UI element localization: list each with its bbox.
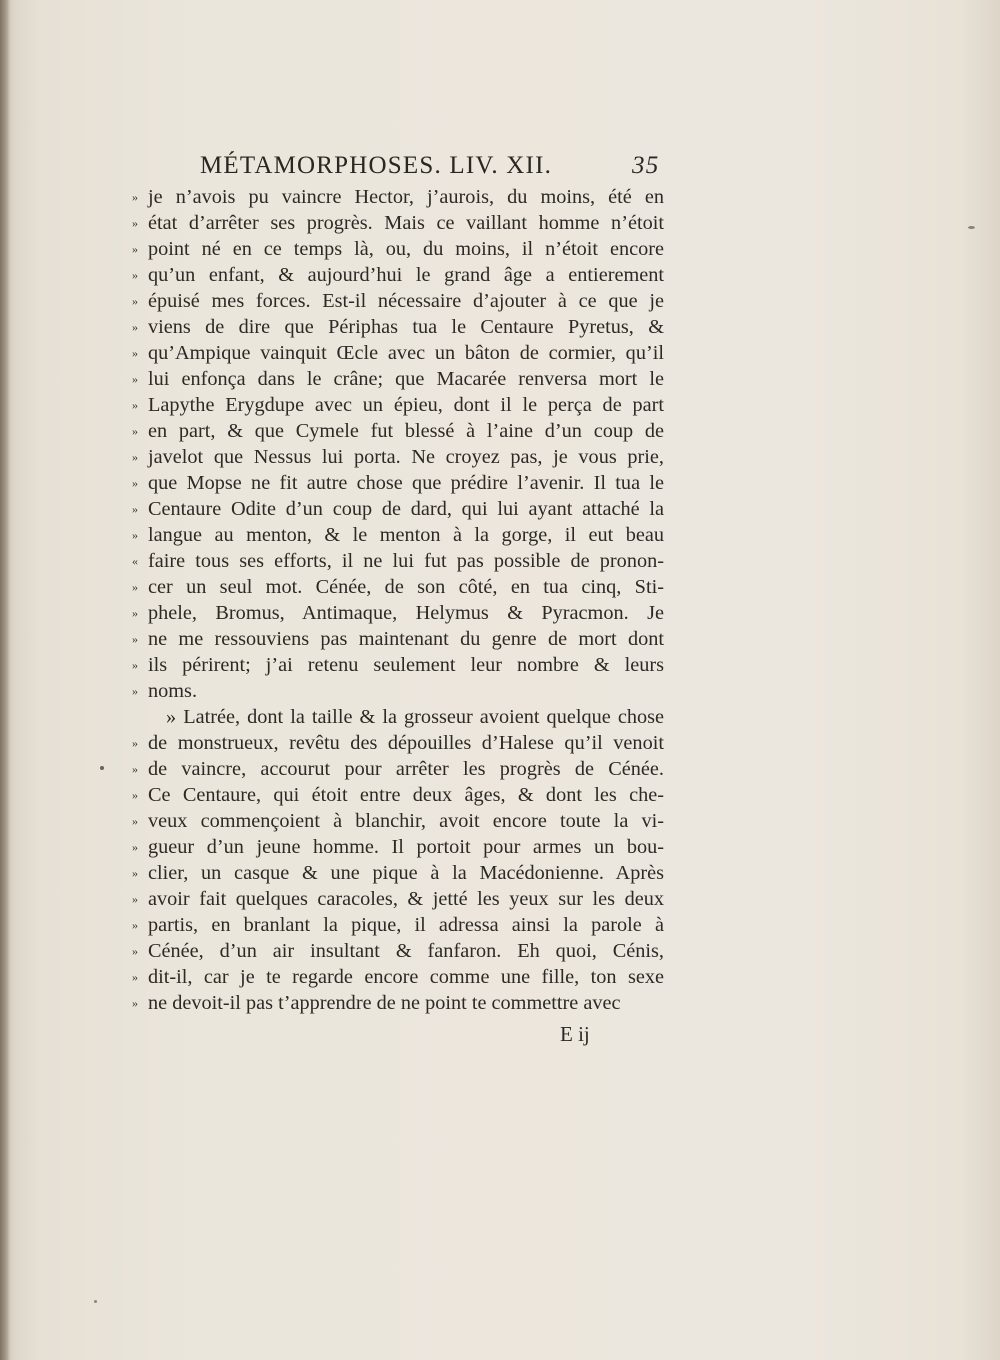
line-text: ils périrent; j’ai retenu seulement leur nombre & leurs — [148, 654, 664, 676]
line-text: Ce Centaure, qui étoit entre deux âges, & dont les che- — [148, 784, 664, 806]
quote-mark: » — [132, 398, 138, 412]
text-line — [132, 834, 664, 860]
text-line — [132, 938, 664, 964]
quote-mark: » — [132, 970, 138, 984]
text-line — [132, 600, 664, 626]
text-line — [132, 990, 664, 1016]
line-text: de vaincre, accourut pour arrêter les progrès de Cénée. — [148, 758, 664, 780]
quote-mark: » — [132, 476, 138, 490]
quote-mark: » — [132, 606, 138, 620]
body-text — [132, 184, 664, 1016]
line-text: faire tous ses efforts, il ne lui fut pas possible de pronon- — [148, 550, 664, 572]
text-line — [132, 444, 664, 470]
text-line — [132, 626, 664, 652]
quote-mark: » — [132, 502, 138, 516]
text-line — [132, 288, 664, 314]
paper-spot — [94, 1300, 97, 1303]
line-text: qu’Ampique vainquit Œcle avec un bâton de cormier, qu’il — [148, 342, 664, 364]
line-text: viens de dire que Périphas tua le Centaure Pyretus, & — [148, 316, 664, 338]
text-line — [132, 912, 664, 938]
line-text: qu’un enfant, & aujourd’hui le grand âge a entierement — [148, 264, 664, 286]
line-text: phele, Bromus, Antimaque, Helymus & Pyracmon. Je — [148, 602, 664, 624]
text-line — [132, 704, 664, 730]
quote-mark: » — [132, 658, 138, 672]
line-text: noms. — [148, 680, 198, 702]
line-text: » Latrée, dont la taille & la grosseur avoient quelque chose — [166, 706, 664, 728]
quote-mark: » — [132, 892, 138, 906]
text-line — [132, 522, 664, 548]
paper-spot — [100, 766, 104, 770]
quote-mark: » — [132, 190, 138, 204]
quote-mark: » — [132, 788, 138, 802]
line-text: Lapythe Erygdupe avec un épieu, dont il le perça de part — [148, 394, 664, 416]
quote-mark: » — [132, 294, 138, 308]
signature-mark: E ij — [560, 1022, 590, 1046]
quote-mark: » — [132, 918, 138, 932]
line-text: cer un seul mot. Cénée, de son côté, en tua cinq, Sti- — [148, 576, 664, 598]
line-text: dit-il, car je te regarde encore comme une fille, ton sexe — [148, 966, 664, 988]
quote-mark: » — [132, 242, 138, 256]
text-line — [132, 262, 664, 288]
text-line — [132, 574, 664, 600]
line-text: Centaure Odite d’un coup de dard, qui lui ayant attaché la — [148, 498, 664, 520]
quote-mark: » — [132, 866, 138, 880]
quote-mark: » — [132, 762, 138, 776]
quote-mark: » — [132, 216, 138, 230]
page-number: 35 — [632, 152, 660, 179]
line-text: clier, un casque & une pique à la Macédonienne. Après — [148, 862, 664, 884]
running-header — [200, 152, 660, 186]
line-text: que Mopse ne fit autre chose que prédire l’avenir. Il tua le — [148, 472, 664, 494]
line-text: gueur d’un jeune homme. Il portoit pour armes un bou- — [148, 836, 664, 858]
quote-mark: » — [132, 632, 138, 646]
quote-mark: » — [132, 580, 138, 594]
quote-mark: » — [132, 346, 138, 360]
quote-mark: » — [132, 840, 138, 854]
line-text: état d’arrêter ses progrès. Mais ce vaillant homme n’étoit — [148, 212, 664, 234]
quote-mark: » — [132, 996, 138, 1010]
text-line — [132, 340, 664, 366]
text-line — [132, 470, 664, 496]
quote-mark: » — [132, 372, 138, 386]
line-text: en part, & que Cymele fut blessé à l’aine d’un coup de — [148, 420, 664, 442]
quote-mark: » — [132, 528, 138, 542]
text-line — [132, 964, 664, 990]
quote-mark: » — [132, 684, 138, 698]
text-line — [132, 184, 664, 210]
text-line — [132, 886, 664, 912]
text-line — [132, 652, 664, 678]
line-text: lui enfonça dans le crâne; que Macarée renversa mort le — [148, 368, 664, 390]
text-line — [132, 496, 664, 522]
text-line — [132, 236, 664, 262]
text-line — [132, 860, 664, 886]
running-title: MÉTAMORPHOSES. LIV. XII. — [200, 152, 553, 179]
text-line — [132, 366, 664, 392]
text-line — [132, 548, 664, 574]
quote-mark: » — [132, 944, 138, 958]
line-text: partis, en branlant la pique, il adressa ainsi la parole à — [148, 914, 664, 936]
line-text: point né en ce temps là, ou, du moins, il n’étoit encore — [148, 238, 664, 260]
line-text: avoir fait quelques caracoles, & jetté les yeux sur les deux — [148, 888, 664, 910]
line-text: javelot que Nessus lui porta. Ne croyez pas, je vous prie, — [148, 446, 664, 468]
line-text: ne devoit-il pas t’apprendre de ne point te commettre avec — [148, 992, 621, 1014]
text-line — [132, 678, 664, 704]
text-line — [132, 418, 664, 444]
paper-spot — [968, 226, 975, 229]
text-line — [132, 210, 664, 236]
line-text: épuisé mes forces. Est-il nécessaire d’ajouter à ce que je — [148, 290, 664, 312]
line-text: veux commençoient à blanchir, avoit encore toute la vi- — [148, 810, 664, 832]
line-text: ne me ressouviens pas maintenant du genre de mort dont — [148, 628, 664, 650]
quote-mark: « — [132, 554, 138, 568]
quote-mark: » — [132, 736, 138, 750]
quote-mark: » — [132, 814, 138, 828]
text-line — [132, 756, 664, 782]
quote-mark: » — [132, 450, 138, 464]
quote-mark — [132, 704, 148, 730]
text-line — [132, 782, 664, 808]
quote-mark: » — [132, 424, 138, 438]
text-line — [132, 314, 664, 340]
quote-mark: » — [132, 320, 138, 334]
text-line — [132, 392, 664, 418]
text-line — [132, 730, 664, 756]
line-text: de monstrueux, revêtu des dépouilles d’Halese qu’il venoit — [148, 732, 664, 754]
quote-mark: » — [132, 268, 138, 282]
line-text: je n’avois pu vaincre Hector, j’aurois, du moins, été en — [148, 186, 664, 208]
line-text: Cénée, d’un air insultant & fanfaron. Eh quoi, Cénis, — [148, 940, 664, 962]
line-text: langue au menton, & le menton à la gorge, il eut beau — [148, 524, 664, 546]
text-line — [132, 808, 664, 834]
